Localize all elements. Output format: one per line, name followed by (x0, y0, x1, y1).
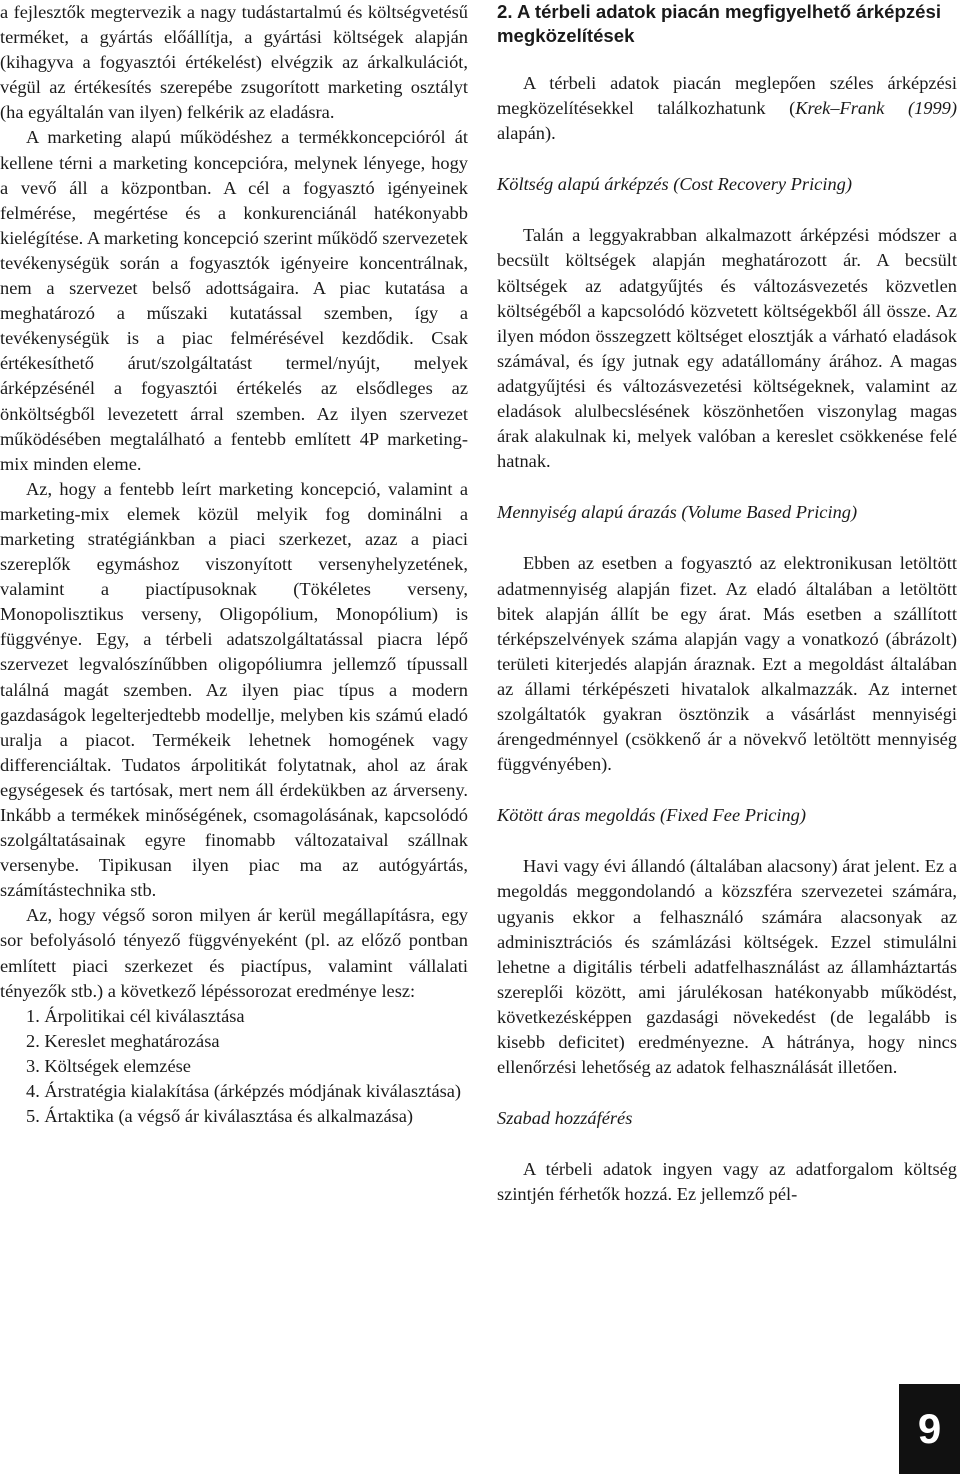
subsection-title: Mennyiség alapú árazás (Volume Based Pricing) (497, 502, 858, 523)
paragraph: Havi vagy évi állandó (általában alacsony) árat jelent. Ez a megoldás meggondolandó a közszféra szervezetei számára, ugyanis ekkor a felhasználó számára alacsonyak az adminisztrációs és számlázási költségek. Ezzel stimulálni lehetne a digitális térbeli adatfelhasználást az államháztartás szereplői között, ami járulékosan hatékonyabb működést, következésképpen gazdasági növekedést (de legalább is kisebb deficitet) eredményezne. A hátránya, hogy nincs ellenőrzési lehetőség az adatok felhasználását illetően. (497, 856, 957, 1078)
list-item: 4. Árstratégia kialakítása (árképzés módjának kiválasztása) (26, 1081, 462, 1102)
paragraph: Az, hogy a fentebb leírt marketing koncepció, valamint a marketing-mix elemek közül melyik fog dominálni a marketing stratégiánkban a piaci szerkezet, azaz a piaci szereplők egymáshoz viszonyított versenyhelyzetének, valamint a piactípusoknak (Tökéletes verseny, Monopolisztikus verseny, Oligopólium, Monopólium) is függvénye. Egy, a térbeli adatszolgáltatással piacra lépő szervezet legvalószínűbben oligopóliumra jellemző típussall találná magát szemben. Az ilyen piac típus a modern gazdaságok legelterjedtebb modellje, melyben kis számú eladó uralja a piacot. Termékeik lehetnek homogének vagy differenciáltak. Tudatos árpolitikát folytatnak, ahol az árak egységesek és tartósak, mert nem áll érdekükben az árverseny. Inkább a termékek minőségének, csomagolásának, kapcsolódó szolgáltatásainak egyre finomabb változataival szállnak versenybe. Tipikusan ilyen piac ma az autógyártás, számítástechnika stb. (0, 478, 468, 901)
paragraph: Az, hogy végső soron milyen ár kerül megállapításra, egy sor befolyásoló tényező függvényeként (pl. az előző pontban említett piaci szerkezet és piactípus, valamint vállalati tényezők stb.) a következő lépéssorozat eredménye lesz: (0, 905, 468, 1001)
list-item: 3. Költségek elemzése (26, 1055, 191, 1076)
page-number-badge: 9 (899, 1384, 960, 1474)
paragraph: A marketing alapú működéshez a termékkoncepcióról át kellene térni a marketing koncepcióra, melynek lényege, hogy a vevő áll a központban. A cél a fogyasztó igényeinek felmérése, megértése és a konkurenciánál hatékonyabb kielégítése. A marketing koncepció szerint működő szervezetek tevékenységük során a fogyasztók igényeire koncentrálnak, nem a szervezet belső adottságaira. A piac kutatása a meghatározó a műszaki kutatással szemben, így a tevékenységük is a piac felmérésével kezdődik. Csak értékesíthető árut/szolgáltatást termel/nyújt, melyek árképzésénél a fogyasztói értékelés az elsődleges az önköltségből levezetett árral szemben. Az ilyen szervezet működésében megtalálható a fentebb említett 4P marketing-mix minden eleme. (0, 127, 468, 474)
paragraph: A térbeli adatok ingyen vagy az adatforgalom költség szintjén férhetők hozzá. Ez jellemző pél- (497, 1159, 957, 1205)
list-item: 1. Árpolitikai cél kiválasztása (26, 1005, 245, 1026)
paragraph: Ebben az esetben a fogyasztó az elektronikusan letöltött adatmennyiség alapján fizet. Az eladó általában a letöltött bitek alapján állít be egy árat. Más esetben a szállított térképszelvények száma alapján vagy a vonatkozó (ábrázolt) területi kiterjedés alapján áraznak. Ezt a megoldást általában az állami térképészeti hivatalok alkalmazzák. Az internet szolgáltatók gyakran ösztönzik a vásárlást mennyiségi árengedménnyel (csökkenő ár a növekvő letöltött mennyiség függvényében). (497, 553, 957, 775)
intro-paragraph (497, 71, 957, 146)
subsection-title: Szabad hozzáférés (497, 1108, 633, 1129)
right-column (497, 0, 957, 1207)
subsection-title: Költség alapú árképzés (Cost Recovery Pricing) (497, 174, 852, 195)
steps-list (0, 1004, 468, 1129)
paragraph: Talán a leggyakrabban alkalmazott árképzési módszer a becsült költségek alapján meghatározott ár. A becsült költségek az adatgyűjtés és változásvezetés közvetlen költségéből a kapcsolódó közvetett költségekből áll össze. Az ilyen módon összegzett költséget elosztják a várható eladások számával, és így jutnak egy adatállomány árához. A magas adatgyűjtési és változásvezetési költségeknek, valamint az eladások alulbecslésének köszönhetően viszonylag magas árak alakulnak ki, melyek valóban a kereslet csökkenése felé hatnak. (497, 225, 957, 472)
section-heading: 2. A térbeli adatok piacán megfigyelhető árképzési megközelítések (497, 1, 941, 46)
citation: Krek–Frank (1999) (795, 98, 957, 119)
subsection-title: Kötött áras megoldás (Fixed Fee Pricing) (497, 805, 807, 826)
paragraph: a fejlesztők megtervezik a nagy tudástartalmú és költségvetésű terméket, a gyártás előállítja, a gyártási költségek alapján (kihagyva a fogyasztói értékelést) elvégzik az árkalkulációt, végül az értékesítés szerepébe zsugorított marketing osztályt (ha egyáltalán van ilyen) felkérik az eladásra. (0, 2, 468, 123)
intro-text-end: alapán). (497, 123, 556, 144)
left-column (0, 0, 468, 1129)
list-item: 2. Kereslet meghatározása (26, 1030, 220, 1051)
list-item: 5. Ártaktika (a végső ár kiválasztása és alkalmazása) (26, 1106, 414, 1127)
intro-text: A térbeli adatok piacán meglepően széles árképzési megközelítésekkel találkozhatunk ( (497, 73, 957, 119)
